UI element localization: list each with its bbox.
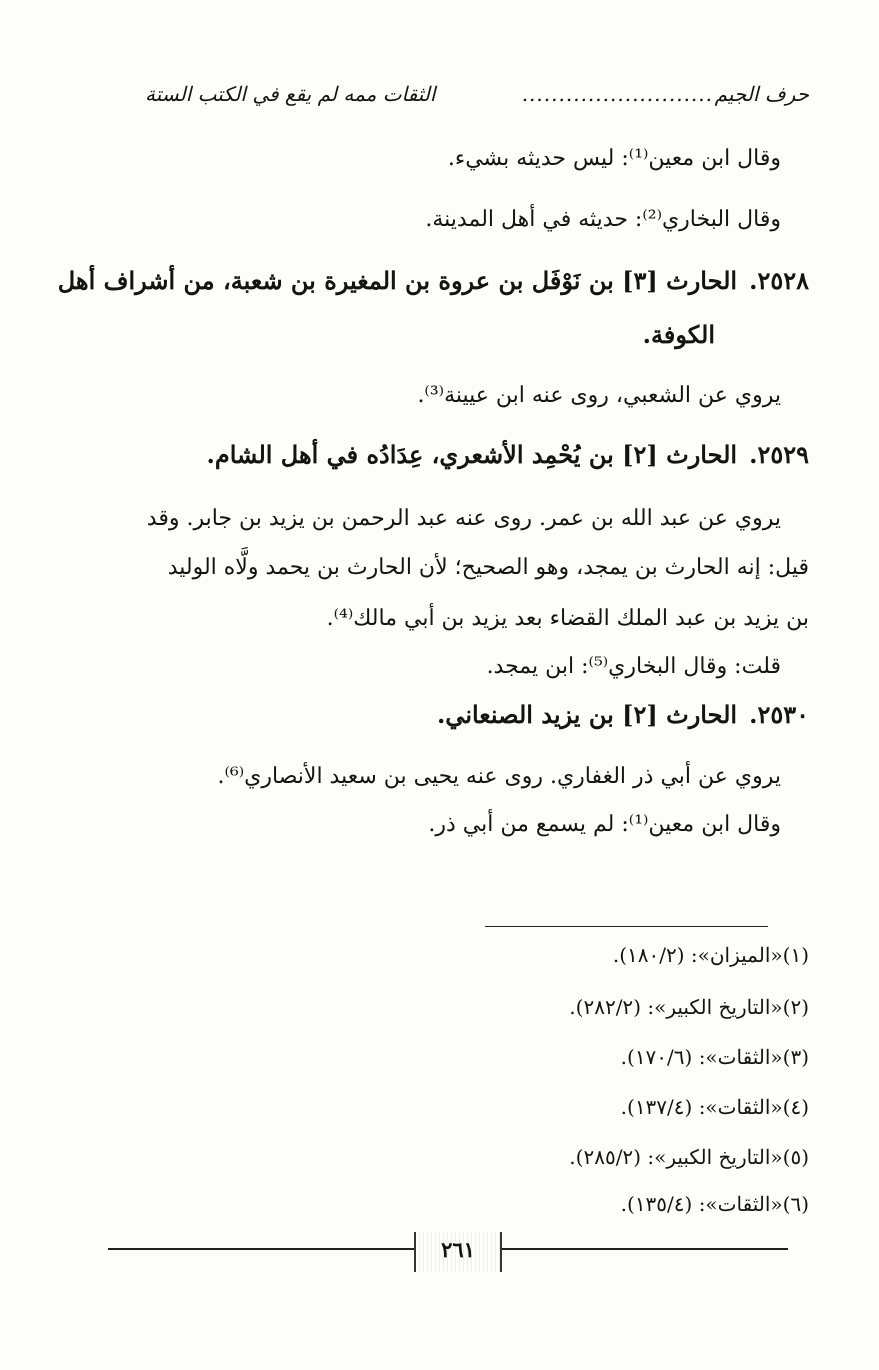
body-line: بن يزيد بن عبد الملك القضاء بعد يزيد بن أبي مالك⁽⁴⁾. — [326, 606, 809, 631]
entry-number: ٢٥٢٨. — [749, 266, 809, 295]
footnote: (٤)«الثقات»: (١٣٧/٤). — [620, 1095, 809, 1119]
running-header — [145, 78, 809, 116]
body-line: يروي عن عبد الله بن عمر. روى عنه عبد الرحمن بن يزيد بن جابر. وقد — [146, 506, 781, 531]
footer-rule-right — [498, 1248, 788, 1250]
footer-rule-left — [108, 1248, 414, 1250]
footnote: (٦)«الثقات»: (١٣٥/٤). — [620, 1192, 809, 1216]
footnote: (١)«الميزان»: (١٨٠/٢). — [612, 943, 809, 967]
header-dots: .......................... — [521, 82, 713, 106]
footnote: (٥)«التاريخ الكبير»: (٢٨٥/٢). — [569, 1145, 809, 1169]
body-line: يروي عن الشعبي، روى عنه ابن عيينة⁽³⁾. — [417, 383, 781, 408]
body-line: وقال ابن معين⁽¹⁾: ليس حديثه بشيء. — [447, 146, 781, 171]
body-line: يروي عن أبي ذر الغفاري. روى عنه يحيى بن سعيد الأنصاري⁽⁶⁾. — [217, 764, 781, 789]
entry-2528 — [58, 266, 809, 295]
entry-2529 — [207, 440, 810, 469]
entry-heading: الحارث [٢] بن يزيد الصنعاني. — [436, 700, 738, 729]
body-line: قلت: وقال البخاري⁽⁵⁾: ابن يمجد. — [486, 654, 781, 679]
body-line: وقال ابن معين⁽¹⁾: لم يسمع من أبي ذر. — [428, 812, 781, 837]
entry-number: ٢٥٢٩. — [749, 440, 809, 469]
entry-2530 — [437, 700, 809, 729]
footnote-separator — [485, 926, 768, 927]
page-number: ٢٦١ — [414, 1232, 502, 1272]
entry-heading-continued: الكوفة. — [642, 320, 715, 349]
entry-heading: الحارث [٣] بن نَوْفَل بن عروة بن المغيرة بن شعبة، من أشراف أهل — [57, 266, 738, 295]
header-book-title: الثقات ممه لم يقع في الكتب الستة — [145, 82, 436, 106]
footnote: (٣)«الثقات»: (١٧٠/٦). — [620, 1045, 809, 1069]
header-chapter: حرف الجيم — [714, 82, 809, 106]
entry-heading: الحارث [٢] بن يُحْمِد الأشعري، عِدَادُه في أهل الشام. — [206, 440, 738, 469]
body-line: وقال البخاري⁽²⁾: حديثه في أهل المدينة. — [425, 207, 781, 232]
footnote: (٢)«التاريخ الكبير»: (٢٨٢/٢). — [569, 995, 809, 1019]
body-line: قيل: إنه الحارث بن يمجد، وهو الصحيح؛ لأن الحارث بن يحمد ولَّاه الوليد — [167, 555, 809, 580]
entry-number: ٢٥٣٠. — [749, 700, 809, 729]
